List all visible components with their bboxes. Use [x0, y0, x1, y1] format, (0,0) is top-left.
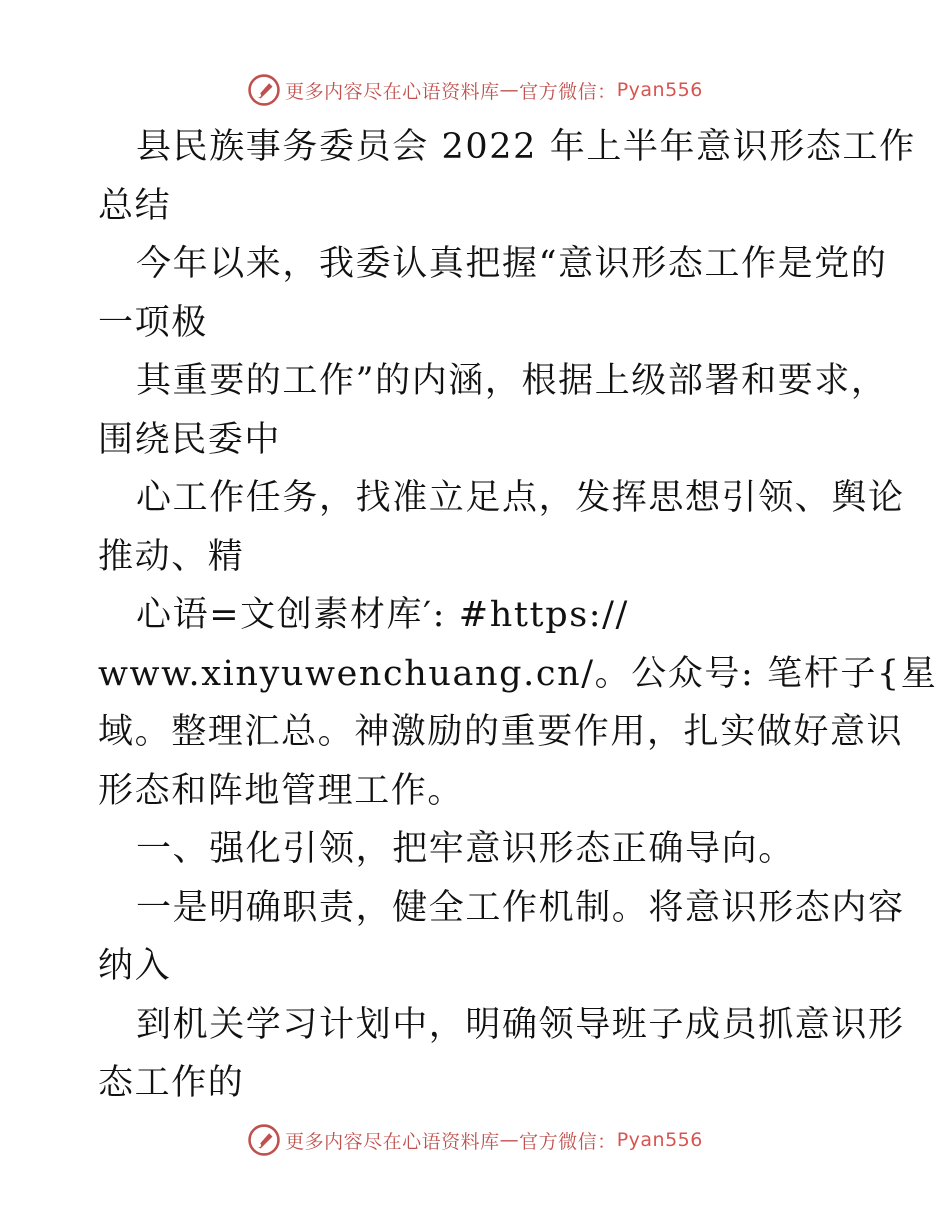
pen-nib-logo-icon [247, 1123, 281, 1157]
text-line: 心语=文创素材库′: #https:// [136, 595, 629, 635]
pen-nib-logo-icon [247, 73, 281, 107]
text-line: 形态和阵地管理工作。 [98, 770, 465, 811]
text-line: www.xinyuwenchuang.cn/。公众号: 笔杆子{星 [98, 653, 938, 694]
document-body [98, 118, 938, 1113]
watermark-contact: 官方微信： [519, 80, 617, 103]
text-line: 态工作的 [98, 1063, 245, 1103]
text-line: 一、强化引领，把牢意识形态正确导向。 [136, 829, 795, 869]
text-line: 一项极 [98, 302, 208, 343]
watermark-separator: — [499, 1129, 520, 1151]
text-line: 今年以来，我委认真把握“意识形态工作是党的 [136, 244, 888, 284]
watermark-separator: — [499, 79, 520, 101]
watermark-contact: 官方微信： [519, 1130, 617, 1153]
watermark-id: Pyan556 [616, 1129, 703, 1151]
watermark-text: 更多内容尽在心语资料库 [285, 80, 500, 103]
text-line: 纳入 [98, 946, 172, 986]
text-line: 总结 [98, 185, 172, 226]
text-line: 其重要的工作”的内涵，根据上级部署和要求， [136, 361, 888, 401]
watermark-id: Pyan556 [616, 79, 703, 101]
text-line: 到机关学习计划中，明确领导班子成员抓意识形 [136, 1004, 905, 1045]
watermark-text: 更多内容尽在心语资料库 [285, 1130, 500, 1153]
text-line: 推动、精 [98, 536, 245, 577]
footer-watermark [0, 1120, 950, 1160]
text-line: 心工作任务，找准立足点，发挥思想引领、舆论 [136, 478, 905, 518]
header-watermark [0, 70, 950, 110]
text-line: 围绕民委中 [98, 419, 282, 460]
text-line: 县民族事务委员会 2022 年上半年意识形态工作 [136, 127, 916, 167]
text-line: 一是明确职责，健全工作机制。将意识形态内容 [136, 887, 905, 928]
text-line: 域。整理汇总。神激励的重要作用，扎实做好意识 [98, 712, 904, 752]
